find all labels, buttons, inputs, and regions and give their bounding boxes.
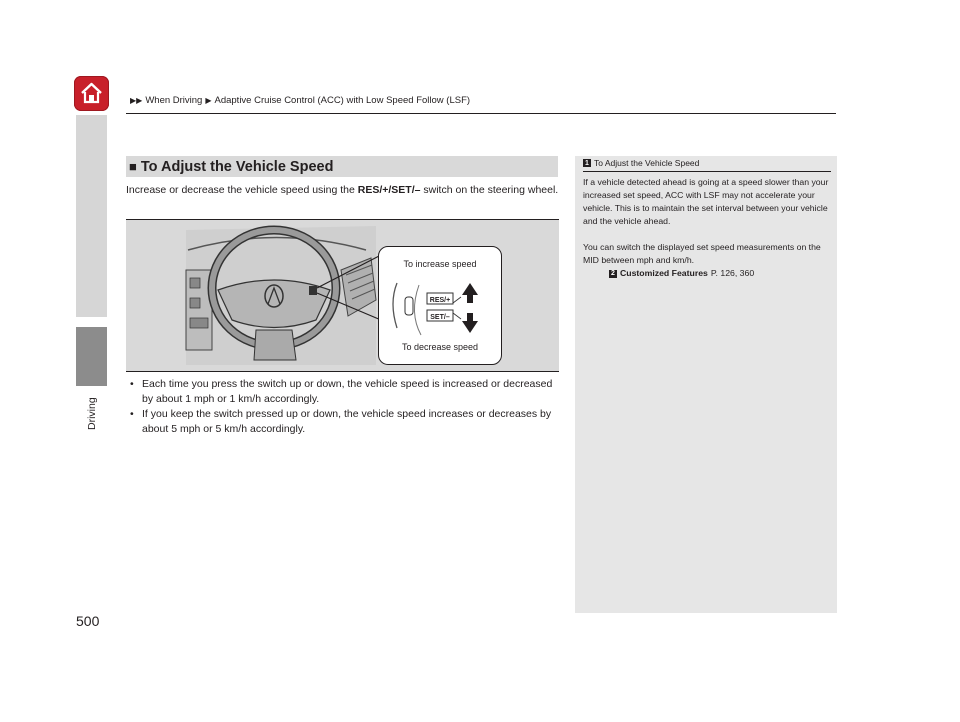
intro-paragraph bbox=[126, 183, 559, 198]
note-heading bbox=[583, 158, 699, 168]
bullet-text: If you keep the switch pressed up or down, the vehicle speed increases or decreases by about 5 mph or 5 km/h accordingly. bbox=[142, 408, 552, 435]
reference-pages: P. 126, 360 bbox=[710, 268, 755, 278]
note-paragraph: If a vehicle detected ahead is going at a speed slower than your increased set speed, ACC with LSF may not accelerate your vehicle. This is to maintain the set interval between your vehicle and the vehicle ahead. bbox=[583, 177, 829, 226]
section-heading bbox=[126, 156, 558, 177]
switch-closeup-icon bbox=[379, 273, 503, 343]
intro-text: Increase or decrease the vehicle speed using the bbox=[126, 184, 358, 196]
decrease-speed-label: To decrease speed bbox=[401, 342, 479, 352]
switch-callout bbox=[378, 246, 502, 365]
list-item bbox=[130, 407, 560, 437]
home-button[interactable] bbox=[74, 76, 109, 111]
arrow-down-icon bbox=[462, 313, 478, 333]
bullet-list bbox=[130, 377, 560, 437]
breadcrumb-arrow-icon: ▶▶ bbox=[130, 96, 143, 105]
note-paragraph: You can switch the displayed set speed measurements on the MID between mph and km/h. bbox=[583, 242, 821, 265]
breadcrumb-item-acc[interactable]: Adaptive Cruise Control (ACC) with Low Speed Follow (LSF) bbox=[214, 95, 471, 106]
page-number: 500 bbox=[76, 613, 100, 629]
increase-speed-label: To increase speed bbox=[403, 259, 477, 269]
note-body bbox=[583, 176, 833, 280]
bullet-dot: • bbox=[130, 408, 134, 420]
section-title: To Adjust the Vehicle Speed bbox=[140, 158, 334, 175]
reference-icon: 2 bbox=[609, 270, 617, 278]
switch-name: RES/+/SET/– bbox=[357, 184, 421, 196]
arrow-up-icon bbox=[462, 283, 478, 303]
cross-reference-link[interactable] bbox=[583, 267, 833, 280]
set-button-label: SET/– bbox=[430, 314, 450, 321]
side-tab-strip bbox=[76, 115, 107, 317]
breadcrumb-item-when-driving[interactable]: When Driving bbox=[145, 95, 203, 106]
breadcrumb-arrow-icon: ▶ bbox=[205, 96, 212, 105]
note-marker-icon: 1 bbox=[583, 159, 591, 167]
side-tab-active[interactable] bbox=[76, 327, 107, 386]
breadcrumb bbox=[130, 95, 470, 106]
note-divider bbox=[583, 171, 831, 172]
note-heading-text: To Adjust the Vehicle Speed bbox=[594, 158, 700, 168]
side-tab-label: Driving bbox=[86, 397, 98, 430]
reference-title: Customized Features bbox=[620, 268, 708, 278]
bullet-dot: • bbox=[130, 378, 134, 390]
list-item bbox=[130, 377, 560, 407]
home-icon bbox=[79, 81, 104, 106]
section-square-icon: ■ bbox=[129, 159, 137, 174]
intro-text-end: switch on the steering wheel. bbox=[420, 184, 559, 196]
header-divider bbox=[126, 113, 836, 114]
bullet-text: Each time you press the switch up or down, the vehicle speed is increased or decreased by about 1 mph or 1 km/h accordingly. bbox=[142, 378, 553, 405]
res-button-label: RES/+ bbox=[429, 297, 451, 304]
